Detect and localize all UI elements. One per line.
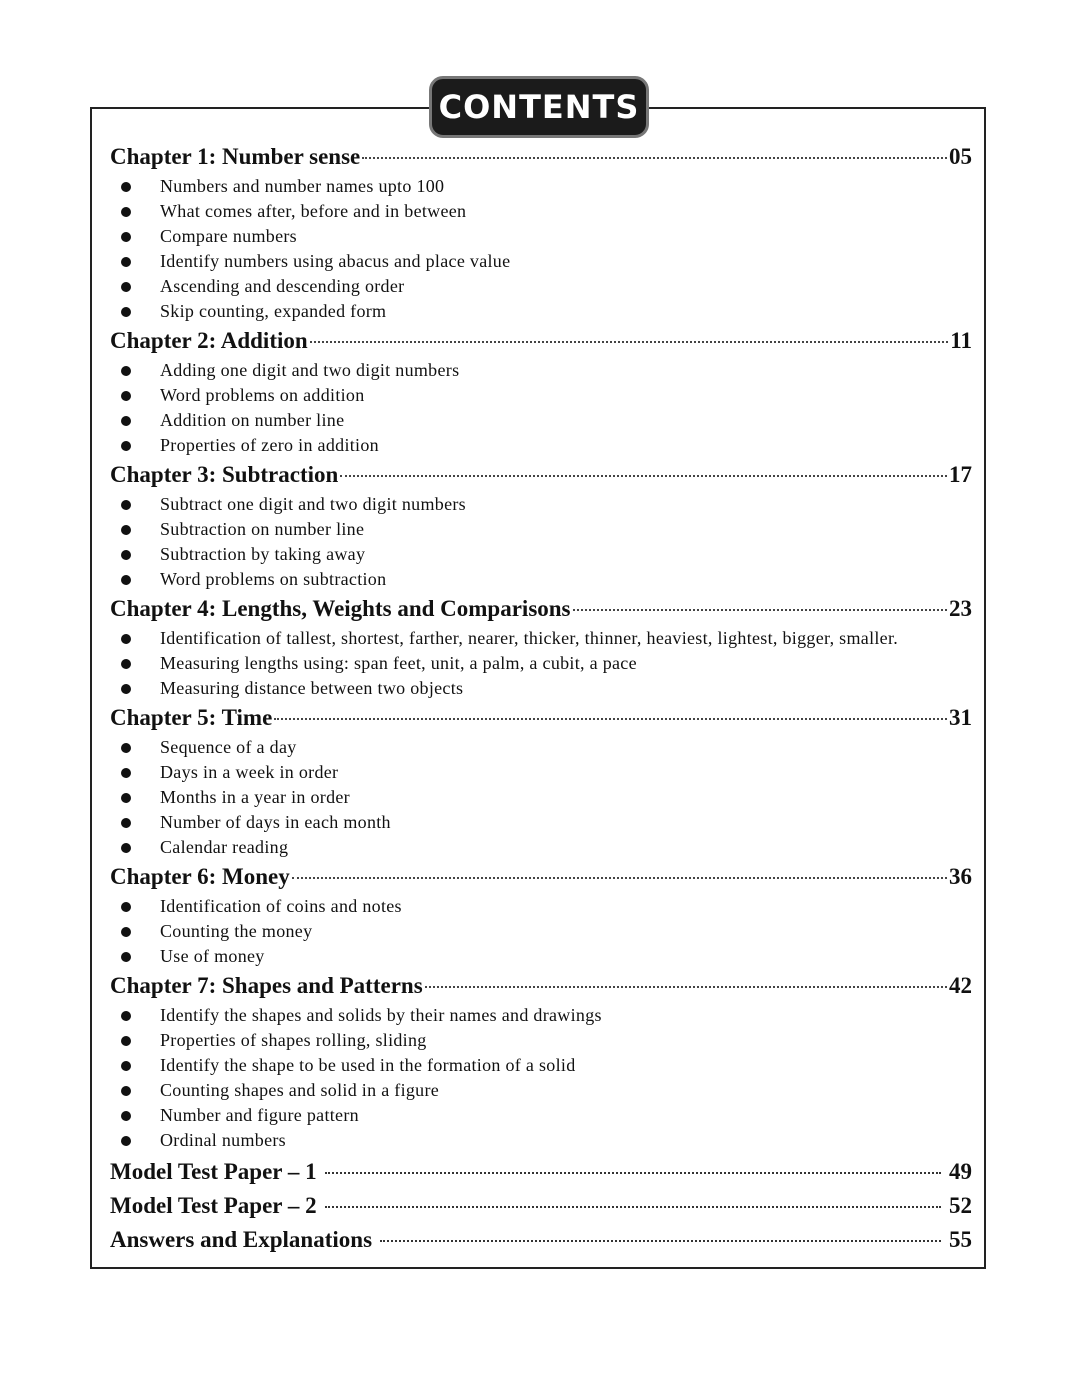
topic-item — [110, 1028, 972, 1053]
dot-leader — [380, 1240, 941, 1242]
chapter-title: Chapter 4: Lengths, Weights and Comparisons — [110, 596, 571, 621]
bullet-icon — [121, 575, 131, 585]
topic-text: Ordinal numbers — [160, 1130, 286, 1150]
topic-text: Ascending and descending order — [160, 276, 405, 296]
dot-leader — [292, 877, 947, 879]
page-number: 31 — [949, 705, 972, 730]
topic-item — [110, 1078, 972, 1103]
extra-title: Model Test Paper – 1 — [110, 1159, 317, 1184]
bullet-icon — [121, 1136, 131, 1146]
topic-text: Sequence of a day — [160, 737, 297, 757]
topic-item — [110, 651, 972, 676]
topic-text: Counting the money — [160, 921, 313, 941]
bullet-icon — [121, 550, 131, 560]
topic-item — [110, 676, 972, 701]
topic-item — [110, 358, 972, 383]
topic-item — [110, 1103, 972, 1128]
extra-title: Answers and Explanations — [110, 1227, 373, 1252]
topic-text: Addition on number line — [160, 410, 345, 430]
chapter-title: Chapter 3: Subtraction — [110, 462, 339, 487]
page-number: 42 — [949, 973, 972, 998]
topic-item — [110, 835, 972, 860]
topic-text: Identification of coins and notes — [160, 896, 402, 916]
page-number: 36 — [949, 864, 972, 889]
bullet-icon — [121, 659, 131, 669]
contents-heading: CONTENTS — [429, 76, 649, 138]
table-of-contents — [110, 140, 972, 1257]
chapter-title: Chapter 2: Addition — [110, 328, 308, 353]
topic-item — [110, 735, 972, 760]
page-number: 49 — [949, 1159, 972, 1184]
topic-text: Number and figure pattern — [160, 1105, 359, 1125]
topic-item — [110, 567, 972, 592]
topic-item — [110, 1003, 972, 1028]
topic-item — [110, 944, 972, 969]
topic-text: What comes after, before and in between — [160, 201, 467, 221]
topic-text: Properties of zero in addition — [160, 435, 379, 455]
bullet-icon — [121, 232, 131, 242]
topic-text: Calendar reading — [160, 837, 289, 857]
bullet-icon — [121, 952, 131, 962]
topic-item — [110, 224, 972, 249]
bullet-icon — [121, 1011, 131, 1021]
dot-leader — [325, 1172, 941, 1174]
topic-item — [110, 408, 972, 433]
bullet-icon — [121, 743, 131, 753]
bullet-icon — [121, 927, 131, 937]
topic-item — [110, 383, 972, 408]
page-number: 52 — [949, 1193, 972, 1218]
topic-item — [110, 274, 972, 299]
topic-text: Number of days in each month — [160, 812, 391, 832]
extra-title: Model Test Paper – 2 — [110, 1193, 317, 1218]
chapter-entry[interactable] — [110, 458, 972, 492]
bullet-icon — [121, 634, 131, 644]
topic-text: Identify numbers using abacus and place value — [160, 251, 511, 271]
topic-item — [110, 785, 972, 810]
topic-text: Skip counting, expanded form — [160, 301, 387, 321]
topic-item — [110, 542, 972, 567]
topic-text: Properties of shapes rolling, sliding — [160, 1030, 427, 1050]
chapter-entry[interactable] — [110, 701, 972, 735]
bullet-icon — [121, 500, 131, 510]
bullet-icon — [121, 1036, 131, 1046]
chapter-entry[interactable] — [110, 860, 972, 894]
chapter-title: Chapter 7: Shapes and Patterns — [110, 973, 423, 998]
topic-list — [110, 174, 972, 324]
topic-item — [110, 199, 972, 224]
topic-item — [110, 1128, 972, 1153]
chapter-entry[interactable] — [110, 969, 972, 1003]
topic-text: Use of money — [160, 946, 265, 966]
page-number: 11 — [950, 328, 972, 353]
topic-text: Subtraction on number line — [160, 519, 365, 539]
topic-text: Word problems on addition — [160, 385, 365, 405]
topic-list — [110, 492, 972, 592]
topic-item — [110, 626, 972, 651]
bullet-icon — [121, 416, 131, 426]
chapter-title: Chapter 1: Number sense — [110, 144, 361, 169]
topic-text: Adding one digit and two digit numbers — [160, 360, 460, 380]
page-number: 55 — [949, 1227, 972, 1252]
dot-leader — [310, 341, 949, 343]
bullet-icon — [121, 391, 131, 401]
topic-text: Counting shapes and solid in a figure — [160, 1080, 440, 1100]
bullet-icon — [121, 282, 131, 292]
dot-leader — [325, 1206, 941, 1208]
chapter-entry[interactable] — [110, 140, 972, 174]
bullet-icon — [121, 257, 131, 267]
bullet-icon — [121, 441, 131, 451]
topic-item — [110, 894, 972, 919]
bullet-icon — [121, 207, 131, 217]
topic-text: Subtraction by taking away — [160, 544, 366, 564]
topic-text: Measuring lengths using: span feet, unit, a palm, a cubit, a pace — [160, 653, 637, 673]
extra-entry[interactable] — [110, 1155, 972, 1189]
page-number: 05 — [949, 144, 972, 169]
dot-leader — [425, 986, 947, 988]
topic-item — [110, 517, 972, 542]
bullet-icon — [121, 1111, 131, 1121]
page-number: 23 — [949, 596, 972, 621]
topic-item — [110, 919, 972, 944]
topic-text: Identification of tallest, shortest, farther, nearer, thicker, thinner, heaviest, lightest, bigger, smaller. — [160, 628, 899, 648]
topic-item — [110, 174, 972, 199]
dot-leader — [362, 157, 947, 159]
bullet-icon — [121, 1086, 131, 1096]
chapter-title: Chapter 5: Time — [110, 705, 273, 730]
bullet-icon — [121, 768, 131, 778]
topic-list — [110, 1003, 972, 1153]
topic-item — [110, 433, 972, 458]
dot-leader — [274, 718, 947, 720]
bullet-icon — [121, 182, 131, 192]
dot-leader — [573, 609, 947, 611]
bullet-icon — [121, 366, 131, 376]
dot-leader — [340, 475, 947, 477]
bullet-icon — [121, 818, 131, 828]
topic-text: Days in a week in order — [160, 762, 339, 782]
bullet-icon — [121, 902, 131, 912]
topic-text: Months in a year in order — [160, 787, 350, 807]
topic-item — [110, 1053, 972, 1078]
topic-text: Measuring distance between two objects — [160, 678, 464, 698]
extra-entry[interactable] — [110, 1223, 972, 1257]
bullet-icon — [121, 1061, 131, 1071]
topic-item — [110, 492, 972, 517]
topic-text: Numbers and number names upto 100 — [160, 176, 445, 196]
topic-list — [110, 626, 972, 701]
bullet-icon — [121, 793, 131, 803]
chapter-entry[interactable] — [110, 592, 972, 626]
extra-entries — [110, 1155, 972, 1257]
topic-text: Compare numbers — [160, 226, 297, 246]
topic-text: Identify the shape to be used in the formation of a solid — [160, 1055, 576, 1075]
topic-text: Identify the shapes and solids by their names and drawings — [160, 1005, 602, 1025]
topic-item — [110, 249, 972, 274]
page-number: 17 — [949, 462, 972, 487]
bullet-icon — [121, 525, 131, 535]
topic-item — [110, 810, 972, 835]
topic-list — [110, 735, 972, 860]
topic-item — [110, 760, 972, 785]
bullet-icon — [121, 843, 131, 853]
topic-list — [110, 358, 972, 458]
bullet-icon — [121, 684, 131, 694]
bullet-icon — [121, 307, 131, 317]
extra-entry[interactable] — [110, 1189, 972, 1223]
chapter-title: Chapter 6: Money — [110, 864, 290, 889]
topic-list — [110, 894, 972, 969]
topic-item — [110, 299, 972, 324]
topic-text: Word problems on subtraction — [160, 569, 387, 589]
chapter-entry[interactable] — [110, 324, 972, 358]
topic-text: Subtract one digit and two digit numbers — [160, 494, 466, 514]
